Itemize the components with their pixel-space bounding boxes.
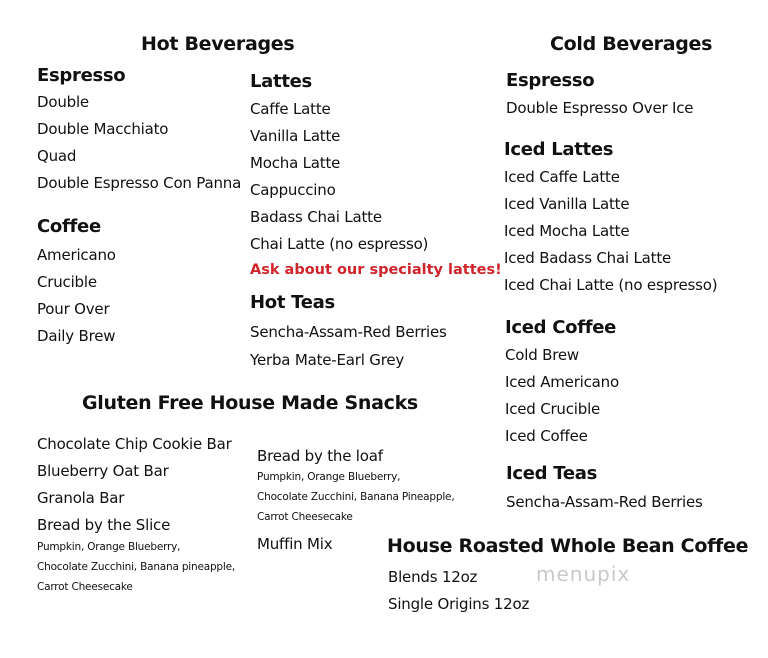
menu-item: Double — [37, 93, 89, 111]
hot-espresso-heading: Espresso — [37, 65, 126, 86]
flavor-line: Carrot Cheesecake — [257, 511, 353, 523]
menu-item: Badass Chai Latte — [250, 208, 382, 226]
menu-item: Iced Crucible — [505, 400, 601, 418]
menu-item: Iced Caffe Latte — [504, 168, 620, 186]
hot-teas-heading: Hot Teas — [250, 292, 335, 313]
bread-loaf-label: Bread by the loaf — [257, 447, 383, 465]
menu-item: Granola Bar — [37, 489, 125, 507]
flavor-line: Carrot Cheesecake — [37, 581, 133, 593]
menu-item: Iced Badass Chai Latte — [504, 249, 672, 267]
menu-item: Iced Vanilla Latte — [504, 195, 630, 213]
menu-item: Iced Coffee — [505, 427, 588, 445]
menu-item: Americano — [37, 246, 116, 264]
menu-item: Double Espresso Con Panna — [37, 174, 242, 192]
iced-coffee-heading: Iced Coffee — [505, 317, 617, 338]
menu-item: Sencha-Assam-Red Berries — [250, 323, 447, 341]
menu-item: Blends 12oz — [388, 568, 478, 586]
menu-item: Iced Chai Latte (no espresso) — [504, 276, 718, 294]
watermark: menupix — [536, 562, 631, 586]
whole-bean-title: House Roasted Whole Bean Coffee — [387, 535, 749, 557]
menu-item: Cold Brew — [505, 346, 579, 364]
flavor-line: Chocolate Zucchini, Banana Pineapple, — [257, 491, 455, 503]
menu-item: Vanilla Latte — [250, 127, 341, 145]
iced-lattes-heading: Iced Lattes — [504, 139, 614, 160]
menu-item: Yerba Mate-Earl Grey — [250, 351, 405, 369]
menu-item: Sencha-Assam-Red Berries — [506, 493, 703, 511]
menu-item: Chocolate Chip Cookie Bar — [37, 435, 232, 453]
flavor-line: Pumpkin, Orange Blueberry, — [37, 541, 181, 553]
cold-espresso-heading: Espresso — [506, 70, 595, 91]
hot-beverages-title: Hot Beverages — [141, 33, 295, 55]
menu-item: Chai Latte (no espresso) — [250, 235, 429, 253]
flavor-line: Pumpkin, Orange Blueberry, — [257, 471, 401, 483]
lattes-heading: Lattes — [250, 71, 312, 92]
menu-item: Blueberry Oat Bar — [37, 462, 169, 480]
specialty-lattes-note: Ask about our specialty lattes! — [250, 262, 502, 278]
hot-coffee-heading: Coffee — [37, 216, 101, 237]
menu-item: Double Macchiato — [37, 120, 169, 138]
menu-item: Daily Brew — [37, 327, 116, 345]
menu-item: Cappuccino — [250, 181, 336, 199]
menu-item: Quad — [37, 147, 77, 165]
menu-item: Iced Americano — [505, 373, 619, 391]
menu-item: Caffe Latte — [250, 100, 331, 118]
menu-item: Double Espresso Over Ice — [506, 99, 694, 117]
muffin-mix: Muffin Mix — [257, 535, 333, 553]
snacks-title: Gluten Free House Made Snacks — [82, 392, 418, 414]
menu-item: Crucible — [37, 273, 97, 291]
menu-item: Pour Over — [37, 300, 110, 318]
menu-item: Iced Mocha Latte — [504, 222, 630, 240]
menu-item: Mocha Latte — [250, 154, 341, 172]
flavor-line: Chocolate Zucchini, Banana pineapple, — [37, 561, 236, 573]
iced-teas-heading: Iced Teas — [506, 463, 597, 484]
cold-beverages-title: Cold Beverages — [550, 33, 713, 55]
menu-item: Bread by the Slice — [37, 516, 171, 534]
menu-item: Single Origins 12oz — [388, 595, 530, 613]
